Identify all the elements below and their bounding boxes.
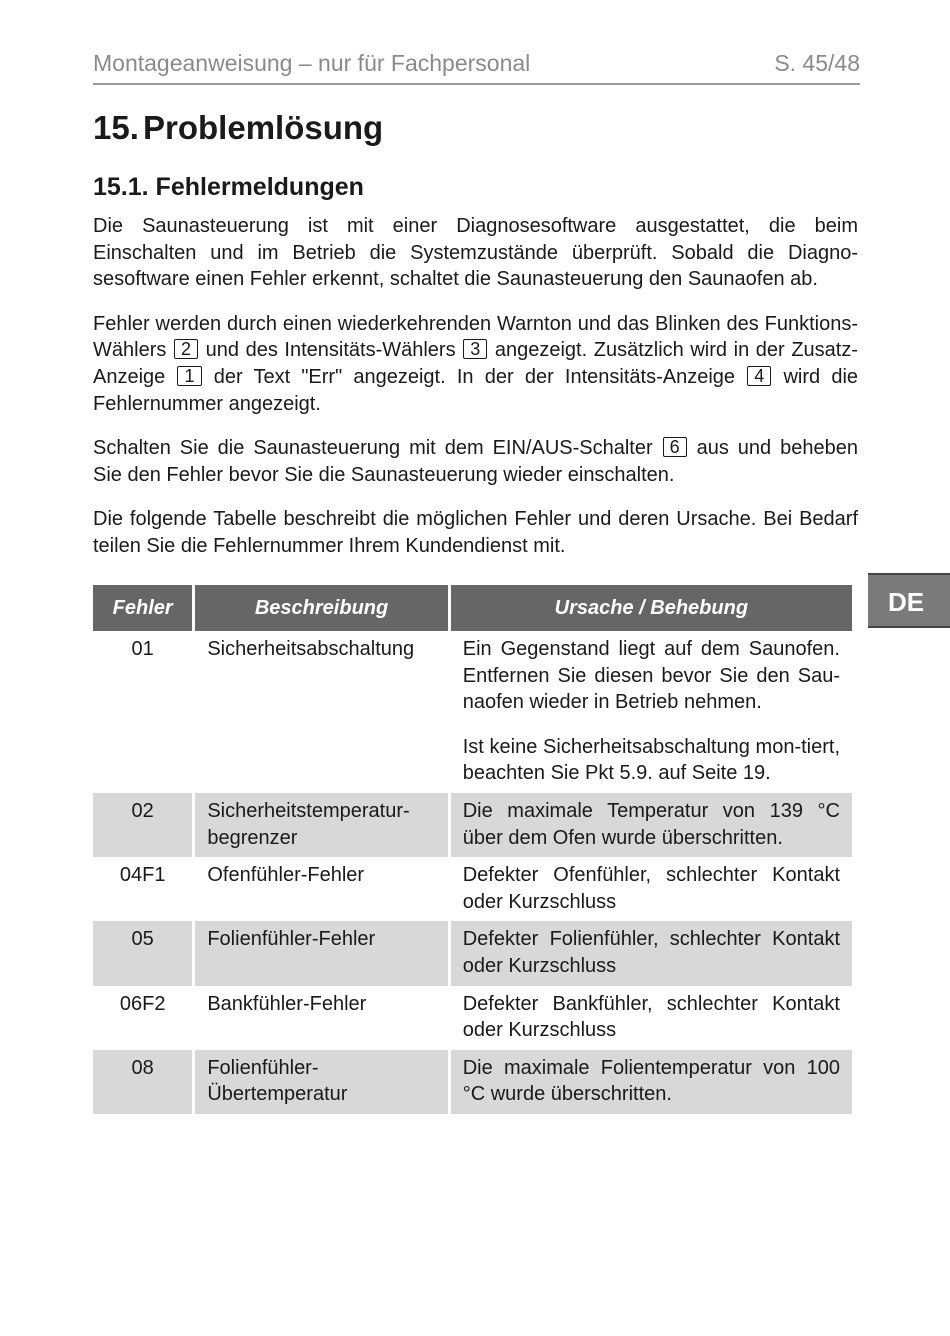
page-number: S. 45/48 — [774, 50, 860, 76]
ref-box-1: 1 — [177, 366, 201, 386]
error-cause: Die maximale Temperatur von 139 °C über dem Ofen wurde überschritten. — [451, 793, 852, 857]
error-code: 06F2 — [119, 992, 166, 1015]
paragraph-diagnosis: Die Saunasteuerung ist mit einer Diagnosesoftware ausgestattet, die beim Einschalten und im Betrieb die Systemzustände überprüft. Sobald die Diagno-sesoftware einen Fehler erkennt, schaltet die Saunasteuerung den Saunaofen ab. — [93, 215, 858, 291]
ref-box-3: 3 — [463, 339, 487, 359]
error-code: 04F1 — [119, 864, 166, 887]
document-title: Montageanweisung – nur für Fachpersonal — [93, 50, 531, 76]
table-row — [93, 857, 852, 921]
table-row — [93, 793, 852, 857]
paragraph-switch-off — [93, 435, 858, 488]
column-header-fehler: Fehler — [93, 585, 192, 631]
error-description: Folienfühler-Fehler — [195, 921, 447, 985]
error-cause-text: Ein Gegenstand liegt auf dem Saunofen. Entfernen Sie diesen bevor Sie den Sau-naofen wieder in Betrieb nehmen. — [462, 638, 840, 714]
error-code: 01 — [131, 638, 154, 660]
text-fragment: aus und beheben Sie den Fehler bevor Sie die Saunasteuerung wieder einschalten. — [93, 437, 859, 486]
subsection-heading: 15.1. Fehlermeldungen — [93, 173, 364, 201]
ref-box-4: 4 — [747, 366, 771, 386]
error-description: Bankfühler-Fehler — [207, 992, 367, 1015]
body-text — [93, 213, 858, 578]
section-title: Problemlösung — [143, 109, 384, 146]
language-tab: DE — [868, 573, 950, 628]
error-description: Sicherheitstemperatur-begrenzer — [195, 793, 447, 857]
column-header-beschreibung: Beschreibung — [195, 585, 447, 631]
error-cause-note: Ist keine Sicherheitsabschaltung mon-tiert, beachten Sie Pkt 5.9. auf Seite 19. — [462, 735, 840, 785]
table-row — [93, 986, 852, 1050]
table-header-row — [93, 585, 852, 631]
page-header — [93, 48, 860, 85]
error-cause: Die maximale Folientemperatur von 100 °C wurde überschritten. — [451, 1050, 852, 1114]
ref-box-6: 6 — [663, 437, 687, 457]
table-row — [93, 921, 852, 985]
ref-box-2: 2 — [174, 339, 198, 359]
error-code: 02 — [93, 793, 192, 857]
error-description: Folienfühler-Übertemperatur — [195, 1050, 447, 1114]
text-fragment: angezeigt. Zusätzlich wird in der Zusatz-Anzeige — [93, 339, 858, 388]
table-row — [93, 1050, 852, 1114]
error-description: Ofenfühler-Fehler — [207, 864, 365, 887]
error-cause: Defekter Ofenfühler, schlechter Kontakt oder Kurzschluss — [462, 864, 840, 913]
text-fragment: wird die Fehlernummer angezeigt. — [93, 365, 859, 415]
error-description: Sicherheitsabschaltung — [207, 638, 415, 660]
error-cause: Defekter Bankfühler, schlechter Kontakt oder Kurzschluss — [462, 992, 840, 1042]
error-code: 05 — [93, 921, 192, 985]
error-code: 08 — [93, 1050, 192, 1114]
column-header-ursache: Ursache / Behebung — [451, 585, 852, 631]
error-table — [90, 585, 855, 1114]
section-heading — [93, 108, 383, 148]
text-fragment: und des Intensitäts-Wählers — [205, 339, 456, 362]
error-cause: Defekter Folienfühler, schlechter Kontakt oder Kurzschluss — [451, 921, 852, 985]
section-number: 15. — [93, 109, 139, 146]
paragraph-table-intro: Die folgende Tabelle beschreibt die möglichen Fehler und deren Ursache. Bei Bedarf teilen Sie die Fehlernummer Ihrem Kundendienst mit. — [93, 508, 858, 557]
table-row — [93, 631, 852, 793]
error-cause — [451, 631, 852, 793]
text-fragment: Fehler werden durch einen wiederkehrenden Warnton und das Blinken des Funktions-Wählers — [93, 312, 858, 362]
paragraph-error-display — [93, 311, 858, 417]
text-fragment: der Text "Err" angezeigt. In der der Intensitäts-Anzeige — [213, 365, 736, 388]
text-fragment: Schalten Sie die Saunasteuerung mit dem EIN/AUS-Schalter — [93, 437, 653, 460]
